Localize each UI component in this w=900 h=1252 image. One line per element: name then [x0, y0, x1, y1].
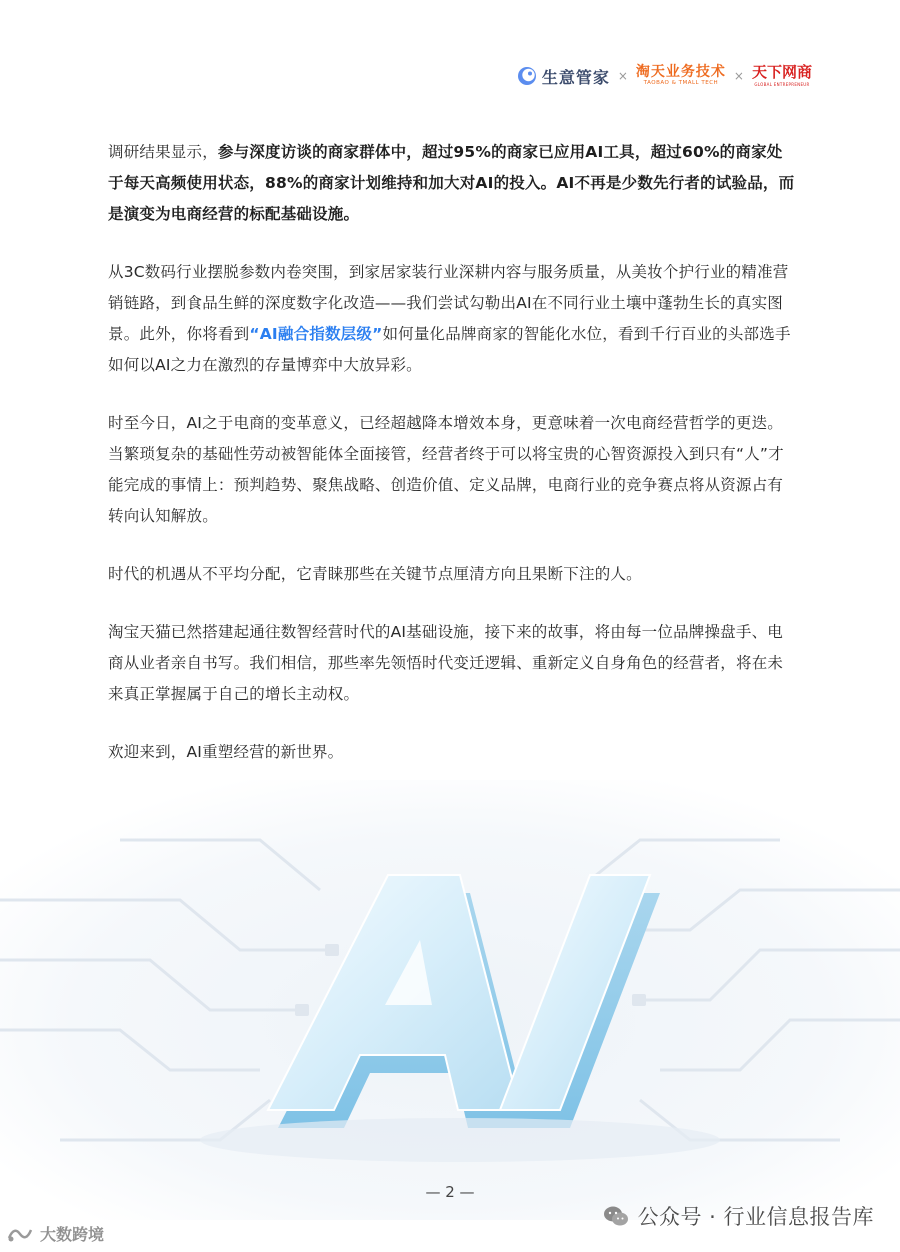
ai-fusion-index-highlight: “AI融合指数层级”: [249, 325, 383, 343]
paragraph-1-bold: 参与深度访谈的商家群体中，超过95%的商家已应用AI工具，超过60%的商家处于每天高频使用状态，88%的商家计划维持和加大对AI的投入。AI不再是少数先行者的试验品，而是演变为电商经营的标配基础设施。: [108, 143, 795, 223]
dashu-logo-icon: [6, 1224, 34, 1244]
paragraph-3: 时至今日，AI之于电商的变革意义，已经超越降本增效本身，更意味着一次电商经营哲学的更迭。当繁琐复杂的基础性劳动被智能体全面接管，经营者终于可以将宝贵的心智资源投入到只有“人”才能完成的事情上：预判趋势、聚焦战略、创造价值、定义品牌，电商行业的竞争赛点将从资源占有转向认知解放。: [108, 414, 784, 525]
paragraph-2-lead: 从3C数码行业摆脱参数内卷突围，到家居家装行业深耕内容与服务质量，从美妆个护行业的精准营销链路，到食品生鲜的深度数字化改造——我们尝试勾勒出AI在不同行业土壤中蓬勃生长的真实图景。此外，你将看到: [108, 263, 789, 343]
dashu-watermark: [6, 1222, 104, 1245]
paragraph-2: [108, 257, 798, 381]
shengyi-guanjia-logo: [517, 65, 610, 88]
paragraph-4: 时代的机遇从不平均分配，它青睐那些在关键节点厘清方向且果断下注的人。: [108, 565, 642, 583]
shengyi-logo-icon: [517, 66, 537, 86]
logo-separator: ×: [733, 69, 744, 83]
taotian-tech-logo: [636, 65, 726, 87]
page-number: — 2 —: [425, 1183, 475, 1201]
article-body: [108, 137, 798, 795]
wechat-account-label: 公众号 · 行业信息报告库: [637, 1205, 874, 1229]
taotian-logo-text: 淘天业务技术: [635, 64, 726, 81]
paragraph-5: 淘宝天猫已然搭建起通往数智经营时代的AI基础设施，接下来的故事，将由每一位品牌操盘手、电商从业者亲自书写。我们相信，那些率先领悟时代变迁逻辑、重新定义自身角色的经营者，将在未来真正掌握属于自己的增长主动权。: [108, 623, 784, 703]
ai-hero-illustration: [0, 780, 900, 1220]
paragraph-2-tail: 如何量化品牌商家的智能化水位，看到千行百业的头部选手如何以AI之力在激烈的存量博弈中大放异彩。: [108, 325, 791, 374]
taotian-logo-subtext: TAOBAO & TMALL TECH: [643, 80, 719, 87]
tianxia-wangshang-logo: [752, 65, 812, 87]
dashu-watermark-text: 大数跨境: [40, 1225, 105, 1244]
wechat-icon: [603, 1205, 629, 1227]
paragraph-1: [108, 137, 798, 230]
paragraph-6: 欢迎来到，AI重塑经营的新世界。: [108, 743, 344, 761]
tianxia-logo-text: 天下网商: [751, 63, 812, 81]
wechat-watermark: [603, 1201, 874, 1231]
paragraph-1-lead: 调研结果显示，: [108, 143, 218, 161]
shengyi-logo-text: 生意管家: [541, 67, 610, 87]
tianxia-logo-subtext: GLOBAL ENTREPRENEUR: [754, 82, 810, 87]
partner-logos: [517, 60, 812, 92]
logo-separator: ×: [617, 69, 628, 83]
